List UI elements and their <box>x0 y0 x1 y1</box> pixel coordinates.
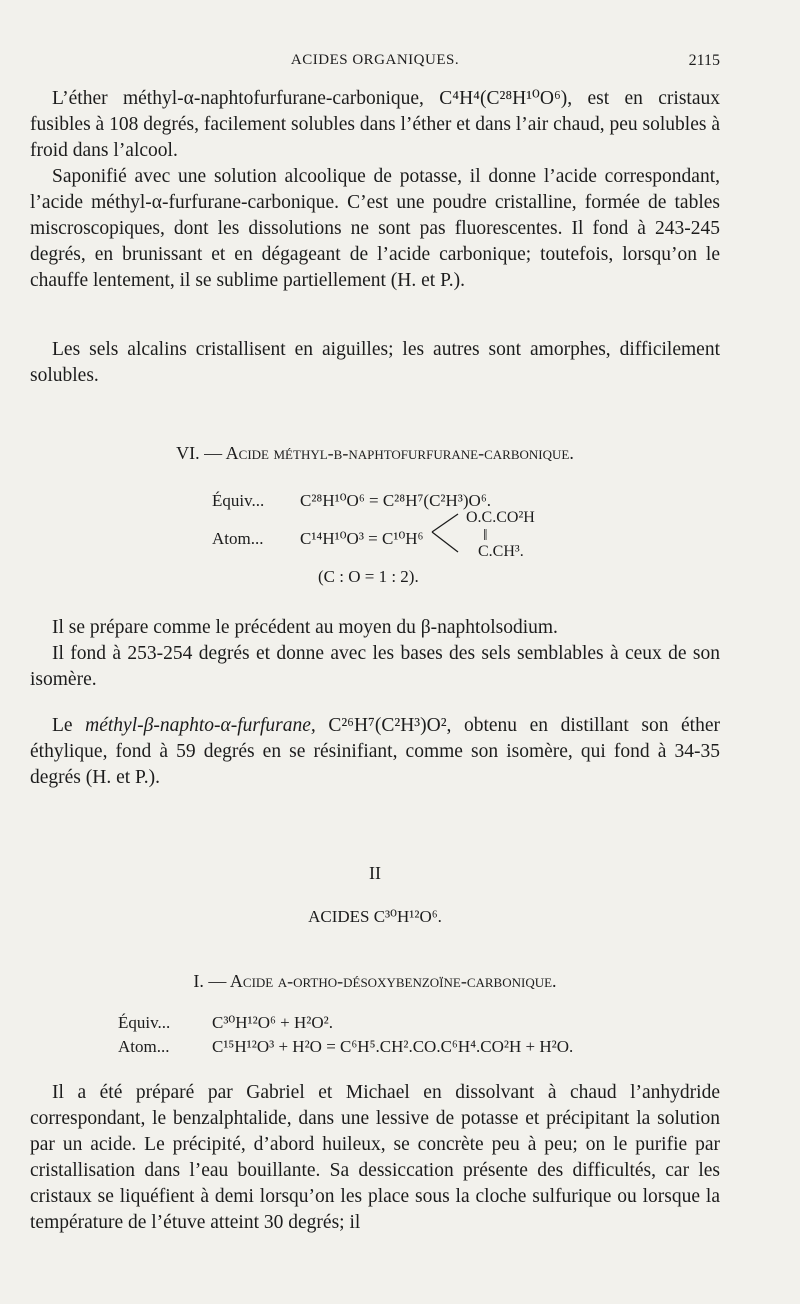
page-header <box>30 52 720 76</box>
running-title: ACIDES ORGANIQUES. <box>290 52 460 68</box>
formula-i-atom: C¹⁵H¹²O³ + H²O = C⁶H⁵.CH².CO.C⁶H⁴.CO²H + H²O. <box>212 1037 574 1056</box>
formula-equiv-label: Équiv... <box>212 491 265 510</box>
lead-word: Le <box>52 715 73 736</box>
paragraph-ether-properties: L’éther méthyl-α-naphtofurfurane-carbonique, C⁴H⁴(C²⁸H¹⁰O⁶), est en cristaux fusibles à 108 degrés, facilement solubles dans l’éther et dans l’air chaud, peu solubles à froid dans l’alcool. <box>30 88 720 161</box>
branch-double-bond: ‖ <box>483 527 488 544</box>
branch-carboxyl: O.C.CO²H <box>466 509 535 526</box>
section-i-heading: I. — Acide α-ortho-désoxybenzoïne-carbonique. <box>193 971 557 991</box>
paragraph-alkaline-salts: Les sels alcalins cristallisent en aiguilles; les autres sont amorphes, difficilement solubles. <box>30 339 720 386</box>
formula-i-atom-label: Atom... <box>118 1037 170 1056</box>
formula-atom: C¹⁴H¹⁰O³ = C¹⁰H⁶ <box>300 529 424 548</box>
page-number: 2115 <box>688 52 720 69</box>
part-ii-numeral: II <box>369 863 381 883</box>
part-ii-title: ACIDES C³⁰H¹²O⁶. <box>308 907 442 926</box>
formula-i-equiv: C³⁰H¹²O⁶ + H²O². <box>212 1013 334 1032</box>
compound-name: méthyl-β-naphto-α-furfurane, <box>85 715 316 736</box>
paragraph-saponification: Saponifié avec une solution alcoolique de potasse, il donne l’acide correspondant, l’acide méthyl-α-furfurane-carbonique. C’est une poudre cristalline, formée de tables miscroscopiques, dont les dissolutions ne sont pas fluorescentes. Il fond à 243-245 degrés, en brunissant et en dégageant de l’acide carbonique; toutefois, lorsqu’on le chauffe lentement, il se sublime partiellement (H. et P.). <box>30 166 720 291</box>
structure-branch-lines <box>430 508 470 558</box>
compound-description: C²⁶H⁷(C²H³)O², obtenu en distillant son éther éthylique, fond à 59 degrés en se résinifiant, comme son isomère, qui fond à 34-35 degrés (H. et P.). <box>30 715 720 788</box>
paragraph-melting-point: Il fond à 253-254 degrés et donne avec les bases des sels semblables à ceux de son isomère. <box>30 643 720 690</box>
formula-ratio: (C : O = 1 : 2). <box>318 567 419 586</box>
paragraph-preparation: Il se prépare comme le précédent au moyen du β-naphtolsodium. <box>52 617 558 638</box>
paragraph-gabriel-michael: Il a été préparé par Gabriel et Michael en dissolvant à chaud l’anhydride correspondant, le benzalphtalide, dans une lessive de potasse et précipitant la solution par un acide. Le précipité, d’abord huileux, se concrète peu à peu; on le purifie par cristallisation dans l’eau bouillante. Sa dessiccation présente des difficultés, car les cristaux se liquéfient à demi lorsqu’on les place sous la cloche sulfurique ou lorsque la température de l’étuve atteint 30 degrés; il <box>30 1082 720 1233</box>
formula-i-equiv-label: Équiv... <box>118 1013 171 1032</box>
formula-atom-label: Atom... <box>212 529 264 548</box>
formula-equiv: C²⁸H¹⁰O⁶ = C²⁸H⁷(C²H³)O⁶. <box>300 491 491 510</box>
paragraph-methyl-naphto <box>30 713 720 791</box>
branch-methyl: C.CH³. <box>478 543 524 560</box>
section-vi-heading: VI. — Acide méthyl-β-naphtofurfurane-carbonique. <box>176 443 574 463</box>
